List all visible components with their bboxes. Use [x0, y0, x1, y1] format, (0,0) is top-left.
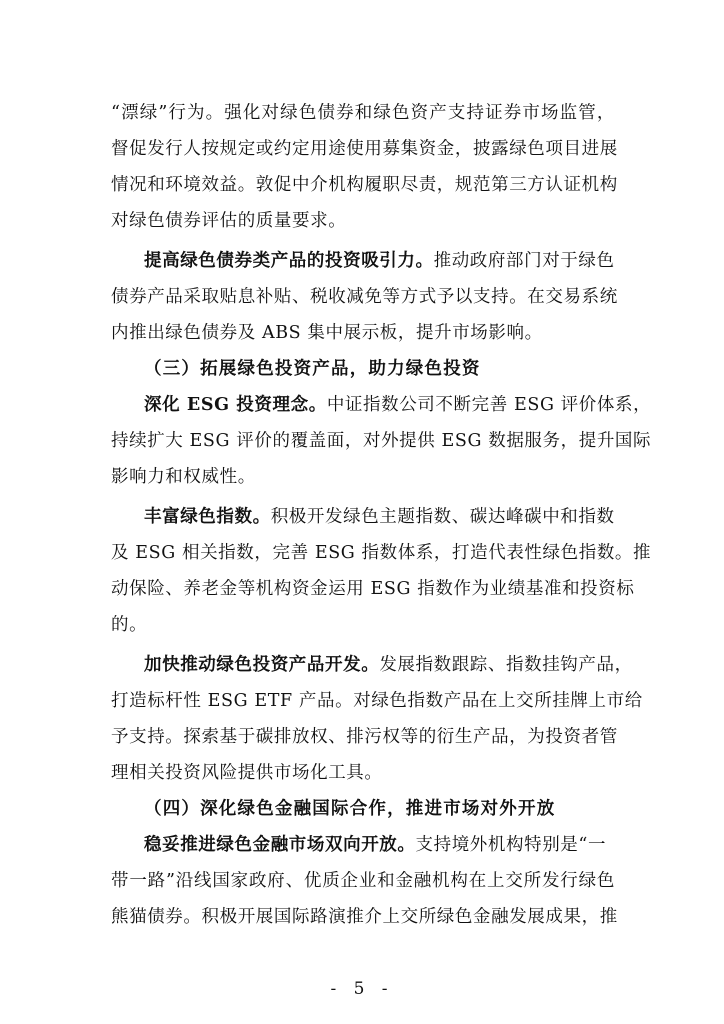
section-heading: （四）深化绿色金融国际合作，推进市场对外开放: [144, 799, 556, 819]
paragraph-first-line: [111, 647, 633, 683]
text-line: 债券产品采取贴息补贴、税收减免等方式予以支持。在交易系统: [111, 287, 618, 307]
text-line: 的。: [111, 615, 148, 635]
paragraph-heading: 提高绿色债券类产品的投资吸引力。: [144, 251, 434, 271]
paragraph-text: 推动政府部门对于绿色: [433, 251, 615, 271]
text-line: 熊猫债券。积极开展国际路演推介上交所绿色金融发展成果，推: [111, 907, 618, 927]
paragraph-text: 支持境外机构特别是“一: [415, 835, 607, 855]
text-line: 打造标杆性 ESG ETF 产品。对绿色指数产品在上交所挂牌上市给: [111, 691, 643, 711]
paragraph-first-line: [111, 499, 615, 535]
paragraph-first-line: [111, 827, 615, 863]
text-line: 内推出绿色债券及 ABS 集中展示板，提升市场影响。: [111, 323, 543, 343]
text-line: 理相关投资风险提供市场化工具。: [111, 763, 383, 783]
text-line: 带一路”沿线国家政府、优质企业和金融机构在上交所发行绿色: [111, 871, 615, 891]
text-line: “漂绿”行为。强化对绿色债券和绿色资产支持证券市场监管，: [111, 103, 615, 123]
paragraph-heading: 丰富绿色指数。: [144, 507, 271, 527]
text-line: 动保险、养老金等机构资金运用 ESG 指数作为业绩基准和投资标: [111, 579, 635, 599]
text-line: 及 ESG 相关指数，完善 ESG 指数体系，打造代表性绿色指数。推: [111, 543, 652, 563]
document-body: [111, 95, 652, 935]
paragraph-heading: 深化 ESG 投资理念。: [144, 395, 327, 415]
page-number: - 5 -: [330, 979, 394, 999]
paragraph-heading: 稳妥推进绿色金融市场双向开放。: [144, 835, 416, 855]
paragraph-text: 中证指数公司不断完善 ESG 评价体系，: [326, 395, 652, 415]
text-line: 影响力和权威性。: [111, 467, 256, 487]
paragraph-heading: 加快推动绿色投资产品开发。: [144, 655, 380, 675]
paragraph-text: 发展指数跟踪、指数挂钩产品，: [379, 655, 633, 675]
text-line: 予支持。探索基于碳排放权、排污权等的衍生产品，为投资者管: [111, 727, 618, 747]
text-line: 督促发行人按规定或约定用途使用募集资金，披露绿色项目进展: [111, 139, 618, 159]
paragraph-first-line: [111, 243, 615, 279]
paragraph-text: 积极开发绿色主题指数、碳达峰碳中和指数: [270, 507, 615, 527]
text-line: 情况和环境效益。敦促中介机构履职尽责，规范第三方认证机构: [111, 175, 618, 195]
text-line: 对绿色债券评估的质量要求。: [111, 211, 347, 231]
section-heading: （三）拓展绿色投资产品，助力绿色投资: [144, 359, 481, 379]
text-line: 持续扩大 ESG 评价的覆盖面，对外提供 ESG 数据服务，提升国际: [111, 431, 652, 451]
paragraph-first-line: [111, 387, 652, 423]
